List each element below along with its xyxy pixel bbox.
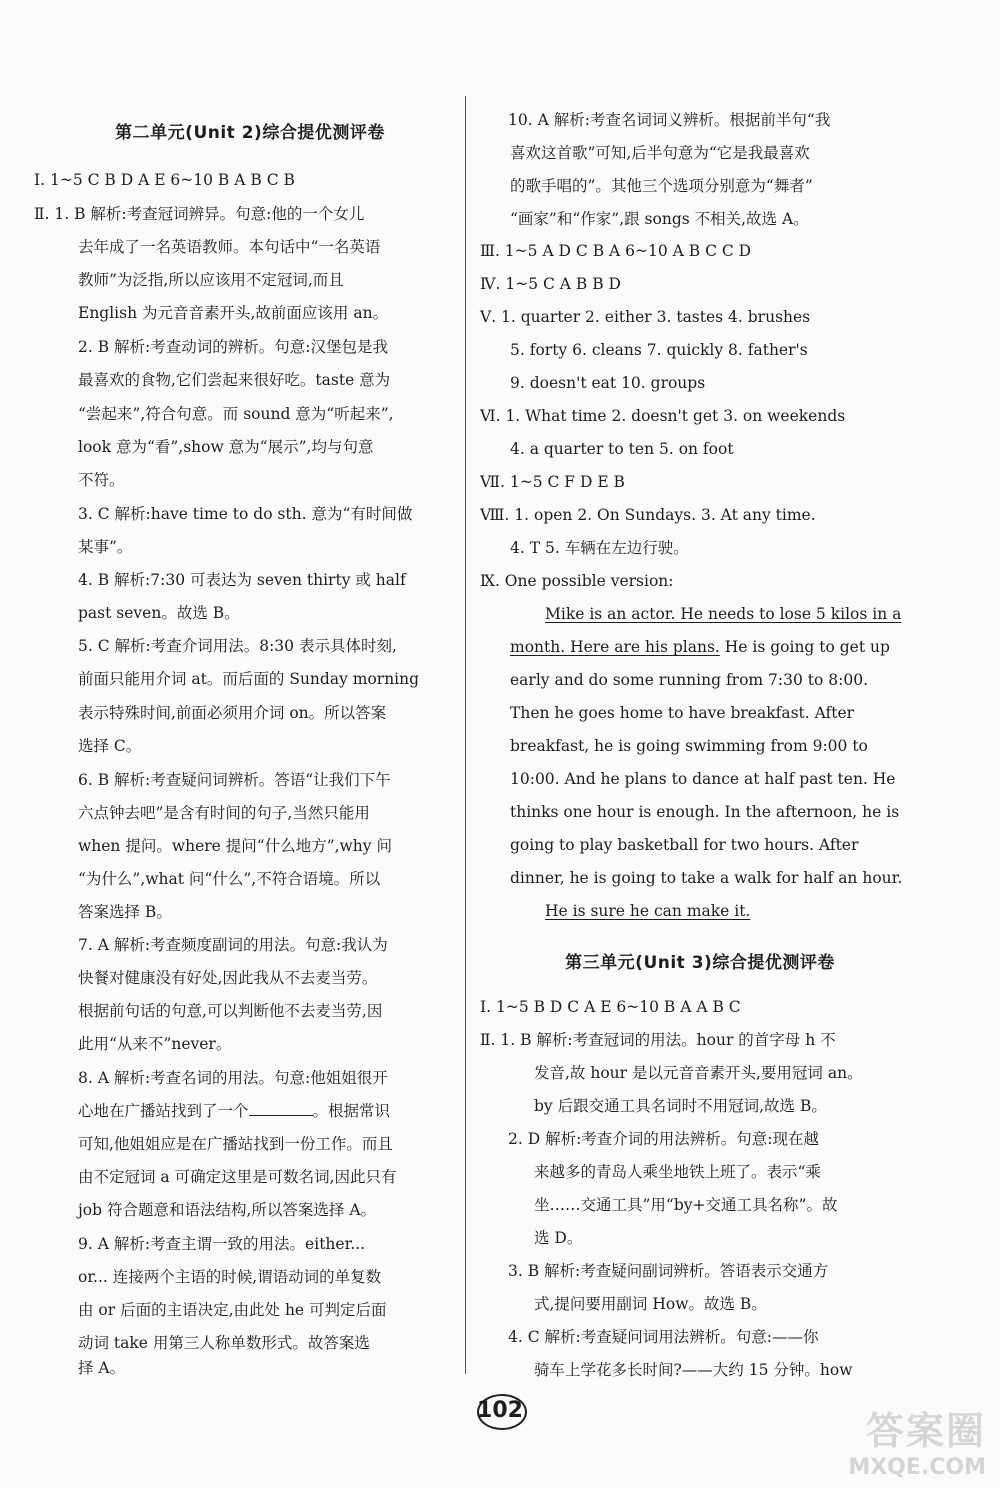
watermark-logo xyxy=(816,1400,986,1480)
answer-line: when 提问。where 提问“什么地方”,why 问 xyxy=(78,837,392,855)
answer-line: Ⅰ. 1~5 B D C A E 6~10 B A A B C xyxy=(480,998,741,1016)
answer-line: 5. C 解析:考查介词用法。8:30 表示具体时刻, xyxy=(78,637,397,655)
answer-line: 发音,故 hour 是以元音音素开头,要用冠词 an。 xyxy=(534,1064,863,1082)
answer-line: 择 A。 xyxy=(78,1359,126,1377)
answer-line: Ⅶ. 1~5 C F D E B xyxy=(480,473,625,491)
page-number-text: 102 xyxy=(477,1398,523,1423)
answer-line: 8. A 解析:考查名词的用法。句意:他姐姐很开 xyxy=(78,1069,388,1087)
answer-line: 9. A 解析:考查主谓一致的用法。either... xyxy=(78,1235,366,1253)
answer-line: 4. T 5. 车辆在左边行驶。 xyxy=(510,539,689,557)
answer-line: Ⅴ. 1. quarter 2. either 3. tastes 4. brushes xyxy=(480,308,811,326)
answer-line: 由 or 后面的主语决定,由此处 he 可判定后面 xyxy=(78,1301,387,1319)
answer-line: 7. A 解析:考查频度副词的用法。句意:我认为 xyxy=(78,936,388,954)
answer-line: Ⅸ. One possible version: xyxy=(480,572,674,590)
essay-line-underlined: Mike is an actor. He needs to lose 5 kilos in a xyxy=(545,605,902,623)
answer-line: 此用“从来不”never。 xyxy=(78,1035,232,1053)
answer-line: Ⅵ. 1. What time 2. doesn't get 3. on weekends xyxy=(480,407,846,425)
answer-line: 来越多的青岛人乘坐地铁上班了。表示“乘 xyxy=(534,1163,821,1181)
answer-line: 选择 C。 xyxy=(78,737,142,755)
answer-line: 去年成了一名英语教师。本句话中“一名英语 xyxy=(78,238,381,256)
fill-blank xyxy=(249,1101,313,1116)
answer-line: past seven。故选 B。 xyxy=(78,604,240,622)
essay-line: dinner, he is going to take a walk for half an hour. xyxy=(510,869,903,887)
answer-text: 。根据常识 xyxy=(312,1102,391,1120)
answer-line: 六点钟去吧”是含有时间的句子,当然只能用 xyxy=(78,804,370,822)
answer-line: 喜欢这首歌”可知,后半句意为“它是我最喜欢 xyxy=(510,144,810,162)
answer-line: 式,提问要用副词 How。故选 B。 xyxy=(534,1295,767,1313)
essay-line: 10:00. And he plans to dance at half past ten. He xyxy=(510,770,896,788)
essay-line xyxy=(510,637,890,657)
answer-line: 根据前句话的句意,可以判断他不去麦当劳,因 xyxy=(78,1002,383,1020)
answer-line: 不符。 xyxy=(78,471,125,489)
answer-line: 5. forty 6. cleans 7. quickly 8. father's xyxy=(510,341,808,359)
watermark-site: MXQE.COM xyxy=(848,1455,986,1480)
essay-line: Then he goes home to have breakfast. After xyxy=(510,704,855,722)
answer-line: Ⅷ. 1. open 2. On Sundays. 3. At any time. xyxy=(480,506,816,524)
answer-line: Ⅰ. 1~5 C B D A E 6~10 B A B C B xyxy=(34,171,295,189)
answer-line: 4. a quarter to ten 5. on foot xyxy=(510,440,734,458)
answer-line-with-blank xyxy=(78,1101,390,1121)
answer-line: Ⅳ. 1~5 C A B B D xyxy=(480,275,621,293)
answer-line: 表示特殊时间,前面必须用介词 on。所以答案 xyxy=(78,704,387,722)
essay-text: He is going to get up xyxy=(719,638,890,656)
answer-line: Ⅱ. 1. B 解析:考查冠词辨异。句意:他的一个女儿 xyxy=(34,205,365,223)
answer-line: 由不定冠词 a 可确定这里是可数名词,因此只有 xyxy=(78,1168,397,1186)
answer-line: 某事”。 xyxy=(78,538,133,556)
answer-line: 坐……交通工具”用“by+交通工具名称”。故 xyxy=(534,1196,838,1214)
answer-line: “画家”和“作家”,跟 songs 不相关,故选 A。 xyxy=(510,210,809,228)
answer-line: 选 D。 xyxy=(534,1229,583,1247)
answer-line: Ⅲ. 1~5 A D C B A 6~10 A B C C D xyxy=(480,242,752,260)
essay-line: early and do some running from 7:30 to 8:00. xyxy=(510,671,869,689)
answer-line: 骑车上学花多长时间?——大约 15 分钟。how xyxy=(534,1361,853,1379)
essay-line-underlined: He is sure he can make it. xyxy=(545,902,751,920)
answer-line: Ⅱ. 1. B 解析:考查冠词的用法。hour 的首字母 h 不 xyxy=(480,1031,836,1049)
answer-line: 10. A 解析:考查名词词义辨析。根据前半句“我 xyxy=(508,111,831,129)
essay-line: breakfast, he is going swimming from 9:00 to xyxy=(510,737,868,755)
answer-text: 心地在广播站找到了一个 xyxy=(78,1102,249,1120)
answer-line: 3. B 解析:考查疑问副词辨析。答语表示交通方 xyxy=(508,1262,829,1280)
answer-line: 9. doesn't eat 10. groups xyxy=(510,374,706,392)
answer-line: “为什么”,what 问“什么”,不符合语境。所以 xyxy=(78,870,381,888)
essay-line: thinks one hour is enough. In the afternoon, he is xyxy=(510,803,900,821)
page-number xyxy=(465,1388,535,1438)
answer-line: “尝起来”,符合句意。而 sound 意为“听起来”, xyxy=(78,405,394,423)
answer-line: 3. C 解析:have time to do sth. 意为“有时间做 xyxy=(78,505,413,523)
column-divider xyxy=(465,96,466,1374)
answer-line: or... 连接两个主语的时候,谓语动词的单复数 xyxy=(78,1268,382,1286)
answer-line: look 意为“看”,show 意为“展示”,均与句意 xyxy=(78,438,374,456)
answer-line: 可知,他姐姐应是在广播站找到一份工作。而且 xyxy=(78,1135,393,1153)
answer-line: 前面只能用介词 at。而后面的 Sunday morning xyxy=(78,670,420,688)
answer-line: 2. D 解析:考查介词的用法辨析。句意:现在越 xyxy=(508,1130,820,1148)
answer-line: by 后跟交通工具名词时不用冠词,故选 B。 xyxy=(534,1097,827,1115)
answer-line: 2. B 解析:考查动词的辨析。句意:汉堡包是我 xyxy=(78,338,388,356)
unit2-title: 第二单元(Unit 2)综合提优测评卷 xyxy=(115,123,385,143)
answer-line: 动词 take 用第三人称单数形式。故答案选 xyxy=(78,1334,370,1352)
watermark-main: 答案圈 xyxy=(865,1409,986,1453)
answer-line: 的歌手唱的”。其他三个选项分别意为“舞者” xyxy=(510,177,813,195)
essay-text-underlined: month. Here are his plans. xyxy=(510,638,720,656)
answer-line: 教师”为泛指,所以应该用不定冠词,而且 xyxy=(78,271,344,289)
essay-line: going to play basketball for two hours. After xyxy=(510,836,859,854)
answer-line: English 为元音音素开头,故前面应该用 an。 xyxy=(78,304,389,322)
answer-line: 最喜欢的食物,它们尝起来很好吃。taste 意为 xyxy=(78,371,391,389)
answer-line: 6. B 解析:考查疑问词辨析。答语“让我们下午 xyxy=(78,771,391,789)
answer-line: 4. B 解析:7:30 可表达为 seven thirty 或 half xyxy=(78,571,406,589)
unit3-title: 第三单元(Unit 3)综合提优测评卷 xyxy=(565,953,835,973)
answer-line: 快餐对健康没有好处,因此我从不去麦当劳。 xyxy=(78,969,378,987)
answer-line: 4. C 解析:考查疑问词用法辨析。句意:——你 xyxy=(508,1328,819,1346)
answer-line: 答案选择 B。 xyxy=(78,903,172,921)
answer-line: job 符合题意和语法结构,所以答案选择 A。 xyxy=(78,1201,377,1219)
